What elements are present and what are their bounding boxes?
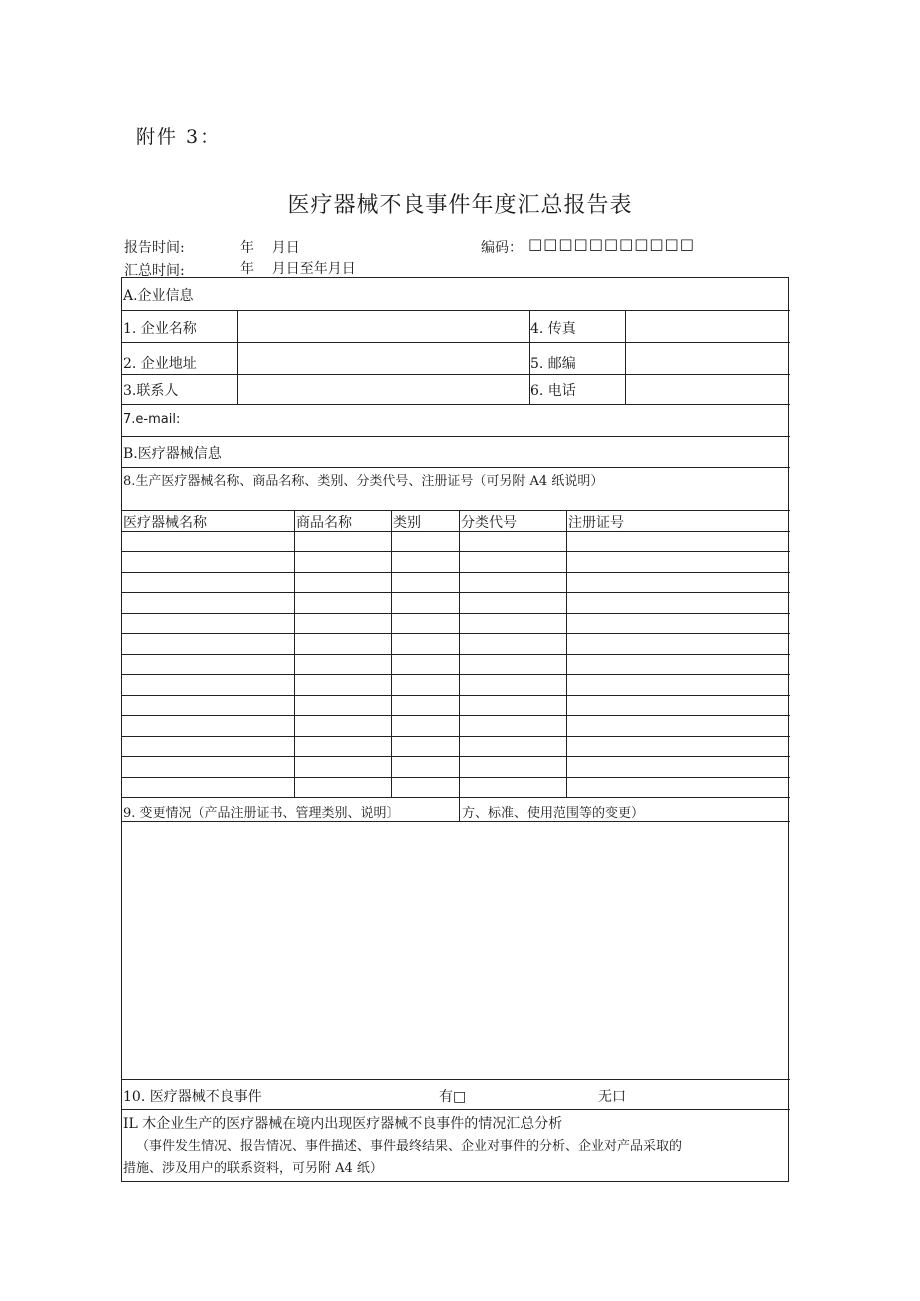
phone-label: 6. 电话 — [530, 383, 576, 399]
adverse-event-no-checkbox[interactable]: 无口 — [598, 1089, 626, 1105]
company-address-label: 2. 企业地址 — [123, 356, 197, 372]
section-a-title: A.企业信息 — [123, 288, 194, 304]
column-header-registration-no: 注册证号 — [568, 515, 624, 531]
postcode-label: 5. 邮编 — [530, 356, 576, 372]
report-time-value: 年 月日 — [240, 240, 300, 256]
column-header-device-name: 医疗器械名称 — [123, 515, 207, 531]
adverse-event-summary-title: IL 木企业生产的医疗器械在境内出现医疗器械不良事件的情况汇总分析 — [123, 1116, 563, 1132]
section-b-title: B.医疗器械信息 — [123, 446, 222, 462]
column-header-trade-name: 商品名称 — [296, 515, 352, 531]
change-status-field[interactable] — [123, 823, 789, 1078]
code-label: 编码： — [481, 240, 523, 256]
summary-time-label: 汇总时间: — [124, 263, 185, 279]
summary-time-value: 年 月日至年月日 — [240, 261, 356, 277]
adverse-event-summary-instruction: （事件发生情况、报告情况、事件描述、事件最终结果、企业对事件的分析、企业对产品采取的 — [136, 1139, 683, 1154]
postcode-field[interactable] — [626, 343, 789, 373]
email-label: 7.e-mail: — [123, 412, 181, 427]
adverse-event-yes-checkbox[interactable]: 有□ — [439, 1089, 467, 1105]
adverse-event-label: 10. 医疗器械不良事件 — [123, 1089, 262, 1105]
contact-label: 3.联系人 — [123, 383, 179, 399]
fax-field[interactable] — [626, 311, 789, 341]
change-status-label-continued: 方、标准、使用范围等的变更） — [462, 806, 645, 821]
page-title: 医疗器械不良事件年度汇总报告表 — [287, 193, 633, 218]
report-form — [121, 277, 789, 1182]
column-header-category: 类别 — [393, 515, 421, 531]
company-address-field[interactable] — [238, 343, 528, 373]
change-status-label: 9. 变更情况（产品注册证书、管理类别、说明〕 — [123, 806, 400, 821]
company-name-label: 1. 企业名称 — [123, 321, 197, 337]
report-time-label: 报告时间: — [124, 240, 185, 256]
attachment-number: 附件 3： — [136, 126, 222, 148]
fax-label: 4. 传真 — [530, 321, 576, 337]
device-info-instruction: 8.生产医疗器械名称、商品名称、类别、分类代号、注册证号（可另附 A4 纸说明） — [123, 474, 604, 489]
code-boxes: □□□□□□□□□□□ — [528, 235, 695, 253]
column-header-class-code: 分类代号 — [461, 515, 517, 531]
phone-field[interactable] — [626, 375, 789, 403]
contact-field[interactable] — [238, 375, 528, 403]
adverse-event-summary-instruction-continued: 措施、涉及用户的联系资料，可另附 A4 纸） — [123, 1161, 383, 1176]
company-name-field[interactable] — [238, 311, 528, 341]
